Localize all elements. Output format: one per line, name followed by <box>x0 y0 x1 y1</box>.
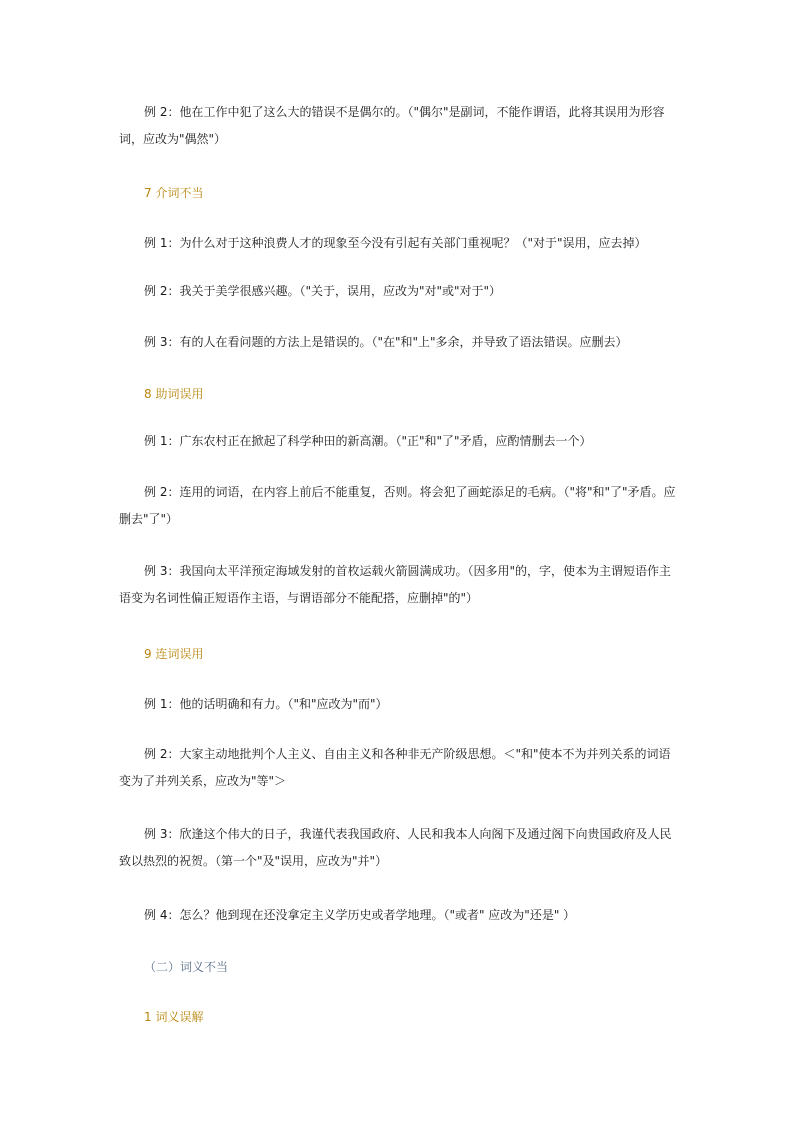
subsection-heading: （二）词义不当 <box>144 960 229 974</box>
example-paragraph: 例 2：连用的词语，在内容上前后不能重复，否则。将会犯了画蛇添足的毛病。（"将"和"了"矛盾。应删去"了"） <box>119 485 676 526</box>
example-paragraph: 例 1：广东农村正在掀起了科学种田的新高潮。（"正"和"了"矛盾，应酌情删去一个） <box>144 434 592 448</box>
example-paragraph: 例 2：我关于美学很感兴趣。（"关于，误用，应改为"对"或"对于"） <box>144 284 502 298</box>
example-paragraph: 例 2：他在工作中犯了这么大的错误不是偶尔的。（"偶尔"是副词，不能作谓语，此将其误用为形容词，应改为"偶然"） <box>119 105 665 146</box>
example-paragraph: 例 3：欣逢这个伟大的日子，我谨代表我国政府、人民和我本人向阁下及通过阁下向贵国政府及人民致以热烈的祝贺。（第一个"及"误用，应改为"并"） <box>119 827 672 868</box>
example-paragraph: 例 4：怎么？他到现在还没拿定主义学历史或者学地理。（"或者" 应改为"还是" ） <box>144 908 576 922</box>
section-heading: 8 助词误用 <box>144 387 204 401</box>
section-heading: 7 介词不当 <box>144 186 204 200</box>
example-paragraph: 例 1：他的话明确和有力。（"和"应改为"而"） <box>144 697 388 711</box>
example-paragraph: 例 3：我国向太平洋预定海域发射的首枚运载火箭圆满成功。（因多用"的，字，使本为主谓短语作主语变为名词性偏正短语作主语，与谓语部分不能配搭，应删掉"的"） <box>119 564 671 605</box>
example-paragraph: 例 3：有的人在看问题的方法上是错误的。（"在"和"上"多余，并导致了语法错误。应删去） <box>144 335 628 349</box>
example-paragraph: 例 1：为什么对于这种浪费人才的现象至今没有引起有关部门重视呢？（"对于"误用，应去掉） <box>144 236 647 250</box>
section-heading: 9 连词误用 <box>144 647 204 661</box>
section-heading: 1 词义误解 <box>144 1010 204 1024</box>
example-paragraph: 例 2：大家主动地批判个人主义、自由主义和各种非无产阶级思想。＜"和"使本不为并列关系的词语变为了并列关系，应改为"等"＞ <box>119 747 671 788</box>
